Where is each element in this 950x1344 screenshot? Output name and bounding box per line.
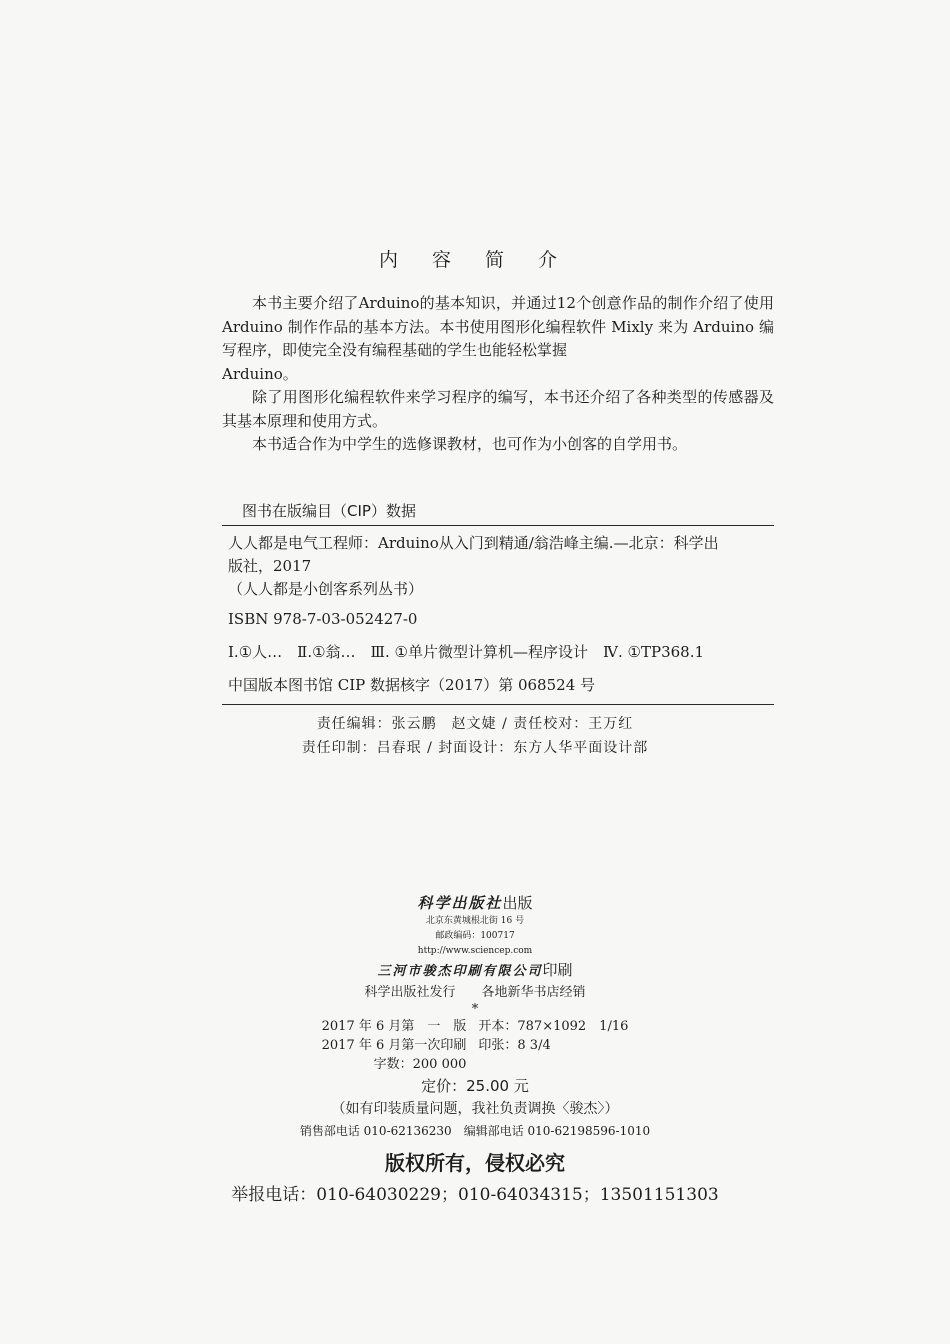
publisher-postcode: 邮政编码：100717 <box>435 931 515 941</box>
editors-line: 责任印制：吕春珉 / 封面设计：东方人华平面设计部 <box>301 740 649 756</box>
cip-heading: 图书在版编目（CIP）数据 <box>242 502 416 520</box>
cip-series: （人人都是小创客系列丛书） <box>228 580 424 598</box>
price: 定价：25.00 元 <box>421 1077 529 1095</box>
summary-paragraph: 本书主要介绍了Arduino的基本知识，并通过12个创意作品的制作介绍了使用 Arduino 制作作品的基本方法。本书使用图形化编程软件 Mixly 来为 Arduino 编写程序，即使完全没有编程基础的学生也能轻松掌握 <box>222 294 774 359</box>
printer-name: 三河市骏杰印刷有限公司 <box>377 964 543 979</box>
cip-library-number: 中国版本图书馆 CIP 数据核字（2017）第 068524 号 <box>228 676 596 694</box>
editors-line: 责任编辑：张云鹏 赵文婕 / 责任校对：王万红 <box>316 716 634 732</box>
cip-data <box>228 532 780 697</box>
publisher-line <box>0 892 950 914</box>
separator-star: * <box>471 1002 479 1017</box>
cip-isbn: ISBN 978-7-03-052427-0 <box>228 610 418 628</box>
quality-note: （如有印装质量问题，我社负责调换〈骏杰〉） <box>331 1101 619 1117</box>
summary-paragraph: 本书适合作为中学生的选修课教材，也可作为小创客的自学用书。 <box>252 435 688 453</box>
imprint <box>0 892 950 1210</box>
book-format: 开本：787×1092 1/16 <box>478 1019 629 1034</box>
print-suffix: 印刷 <box>542 961 573 979</box>
cip-top-rule <box>222 525 774 526</box>
publisher-address: 北京东黄城根北街 16 号 <box>425 916 525 926</box>
edition-date: 2017 年 6 月第 一 版 <box>321 1019 467 1034</box>
word-count: 字数：200 000 <box>373 1057 467 1072</box>
publisher-name: 科学出版社 <box>417 894 503 912</box>
publisher-url: http://www.sciencep.com <box>417 946 533 956</box>
cip-classification: Ⅰ.①人… Ⅱ.①翁… Ⅲ. ①单片微型计算机—程序设计 Ⅳ. ①TP368.1 <box>228 643 705 661</box>
cip-title-line: 人人都是电气工程师：Arduino从入门到精通/翁浩峰主编.—北京：科学出 <box>228 534 719 552</box>
printer-line <box>0 959 950 983</box>
edition-specs <box>316 1017 635 1074</box>
editors-credits <box>0 712 950 760</box>
report-phone: 举报电话：010-64030229；010-64034315；13501151303 <box>231 1185 719 1205</box>
publish-suffix: 出版 <box>502 894 533 912</box>
cip-title-line: 版社，2017 <box>228 557 312 575</box>
summary-text <box>222 292 774 457</box>
summary-paragraph: 除了用图形化编程软件来学习程序的编写，本书还介绍了各种类型的传感器及其基本原理和使用方式。 <box>222 388 774 430</box>
printed-sheets: 印张：8 3/4 <box>478 1038 551 1053</box>
distribution-line: 科学出版社发行 各地新华书店经销 <box>364 985 586 1000</box>
cip-bottom-rule <box>222 704 774 705</box>
printing-date: 2017 年 6 月第一次印刷 <box>321 1038 467 1053</box>
department-phones: 销售部电话 010-62136230 编辑部电话 010-62198596-1010 <box>299 1124 651 1138</box>
summary-heading: 内 容 简 介 <box>378 249 572 271</box>
copyright-notice: 版权所有，侵权必究 <box>385 1151 565 1175</box>
summary-paragraph: Arduino。 <box>222 364 298 383</box>
